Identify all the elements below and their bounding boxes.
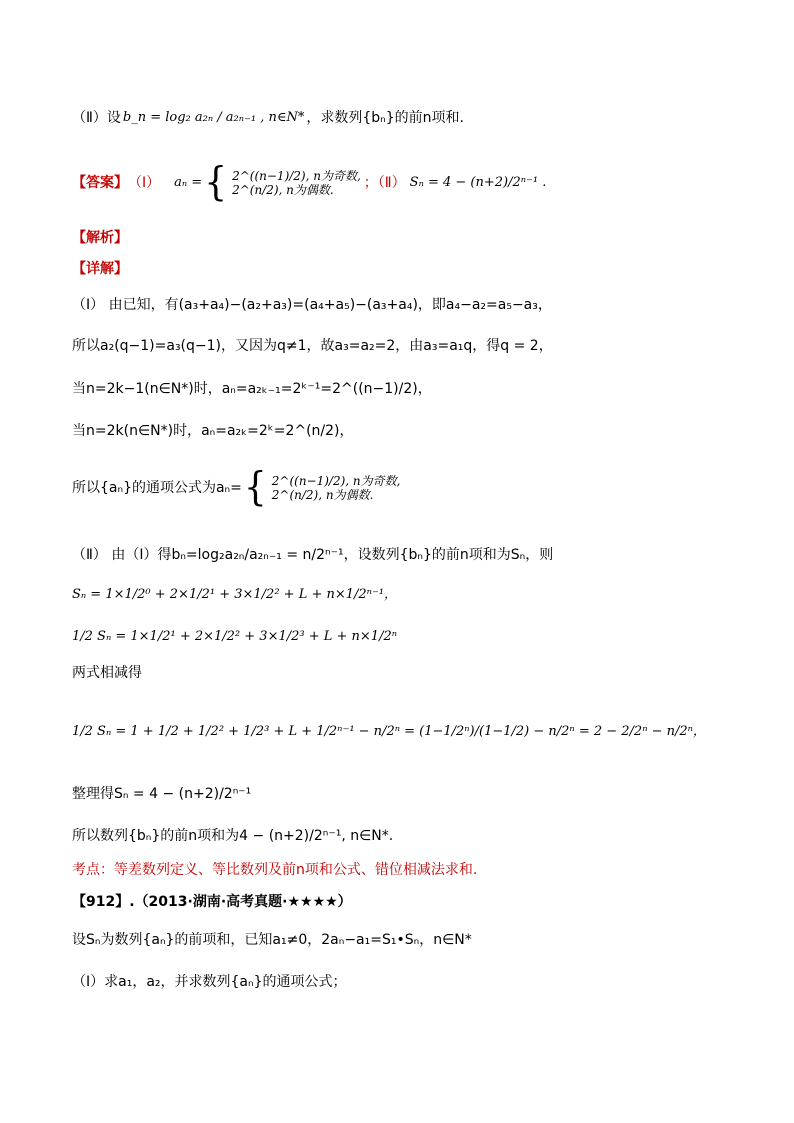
solution-line-5-even: 2^(n/2), n为偶数. xyxy=(271,488,374,502)
solution-line-8: 1/2 Sₙ = 1×1/2¹ + 2×1/2² + 3×1/2³ + L + n×1/2ⁿ xyxy=(72,629,397,644)
solution-line-1: （Ⅰ） 由已知，有(a₃+a₄)−(a₂+a₃)=(a₄+a₅)−(a₃+a₄)，即a₄−a₂=a₅−a₃， xyxy=(72,297,552,313)
answer-piecewise xyxy=(232,169,361,197)
solution-line-10: 1/2 Sₙ = 1 + 1/2 + 1/2² + 1/2³ + L + 1/2ⁿ⁻¹ − n/2ⁿ = (1−1/2ⁿ)/(1−1/2) − n/2ⁿ = 2 − 2/2ⁿ − n/2ⁿ， xyxy=(72,724,706,739)
part2-question-text: （Ⅱ）设 xyxy=(72,110,121,126)
solution-line-3: 当n=2k−1(n∈N*)时，aₙ=a₂ₖ₋₁=2ᵏ⁻¹=2^((n−1)/2)， xyxy=(72,381,432,397)
answer-part2: ；（Ⅱ） xyxy=(363,175,406,191)
detail-label: 【详解】 xyxy=(72,261,128,277)
problem-stem: 设Sₙ为数列{aₙ}的前项和，已知a₁≠0，2aₙ−a₁=S₁•Sₙ，n∈N* xyxy=(72,932,472,948)
problem-title: 【912】.（2013·湖南·高考真题·★★★★） xyxy=(72,894,352,910)
solution-line-9: 两式相减得 xyxy=(72,665,142,681)
answer-line: 【答案】 （Ⅰ） aₙ = { 2^((n−1)/2), n为奇数, 2^(n/2), n为偶数. ；（Ⅱ） Sₙ = 4 − (n+2)/2ⁿ⁻¹ . xyxy=(72,159,547,205)
part2-question-expr: b_n = log₂ a₂ₙ / a₂ₙ₋₁ , n∈N* xyxy=(122,110,305,125)
solution-line-5-odd: 2^((n−1)/2), n为奇数, xyxy=(271,474,401,488)
solution-line-12: 所以数列{bₙ}的前n项和为4 − (n+2)/2ⁿ⁻¹, n∈N*. xyxy=(72,828,394,844)
solution-line-11: 整理得Sₙ = 4 − (n+2)/2ⁿ⁻¹ xyxy=(72,786,252,802)
analysis-label: 【解析】 xyxy=(72,230,128,246)
answer-sn: Sₙ = 4 − (n+2)/2ⁿ⁻¹ . xyxy=(409,175,547,190)
solution-line-2: 所以a₂(q−1)=a₃(q−1)，又因为q≠1，故a₃=a₂=2，由a₃=a₁q，得q = 2， xyxy=(72,338,553,354)
answer-label: 【答案】 xyxy=(72,175,128,191)
answer-piecewise-odd: 2^((n−1)/2), n为奇数, xyxy=(232,169,361,183)
part2-question-suffix: ，求数列{bₙ}的前n项和. xyxy=(306,110,464,126)
solution-line-5: 所以{aₙ}的通项公式为aₙ= { 2^((n−1)/2), n为奇数, 2^(n/2), n为偶数. xyxy=(72,464,401,510)
solution-line-4: 当n=2k(n∈N*)时，aₙ=a₂ₖ=2ᵏ=2^(n/2)， xyxy=(72,423,354,439)
problem-question-1: （Ⅰ）求a₁，a₂，并求数列{aₙ}的通项公式； xyxy=(72,974,347,990)
solution-line-5-prefix: 所以{aₙ}的通项公式为aₙ= xyxy=(72,480,242,496)
solution-line-6: （Ⅱ） 由（Ⅰ）得bₙ=log₂a₂ₙ/a₂ₙ₋₁ = n/2ⁿ⁻¹，设数列{bₙ}的前n项和为Sₙ，则 xyxy=(72,547,554,563)
answer-piecewise-even: 2^(n/2), n为偶数. xyxy=(232,183,334,197)
answer-part1: （Ⅰ） xyxy=(128,175,161,191)
part2-question xyxy=(72,108,464,128)
kaodian-note: 考点：等差数列定义、等比数列及前n项和公式、错位相减法求和. xyxy=(72,862,478,878)
solution-line-7: Sₙ = 1×1/2⁰ + 2×1/2¹ + 3×1/2² + L + n×1/2ⁿ⁻¹， xyxy=(72,587,398,602)
